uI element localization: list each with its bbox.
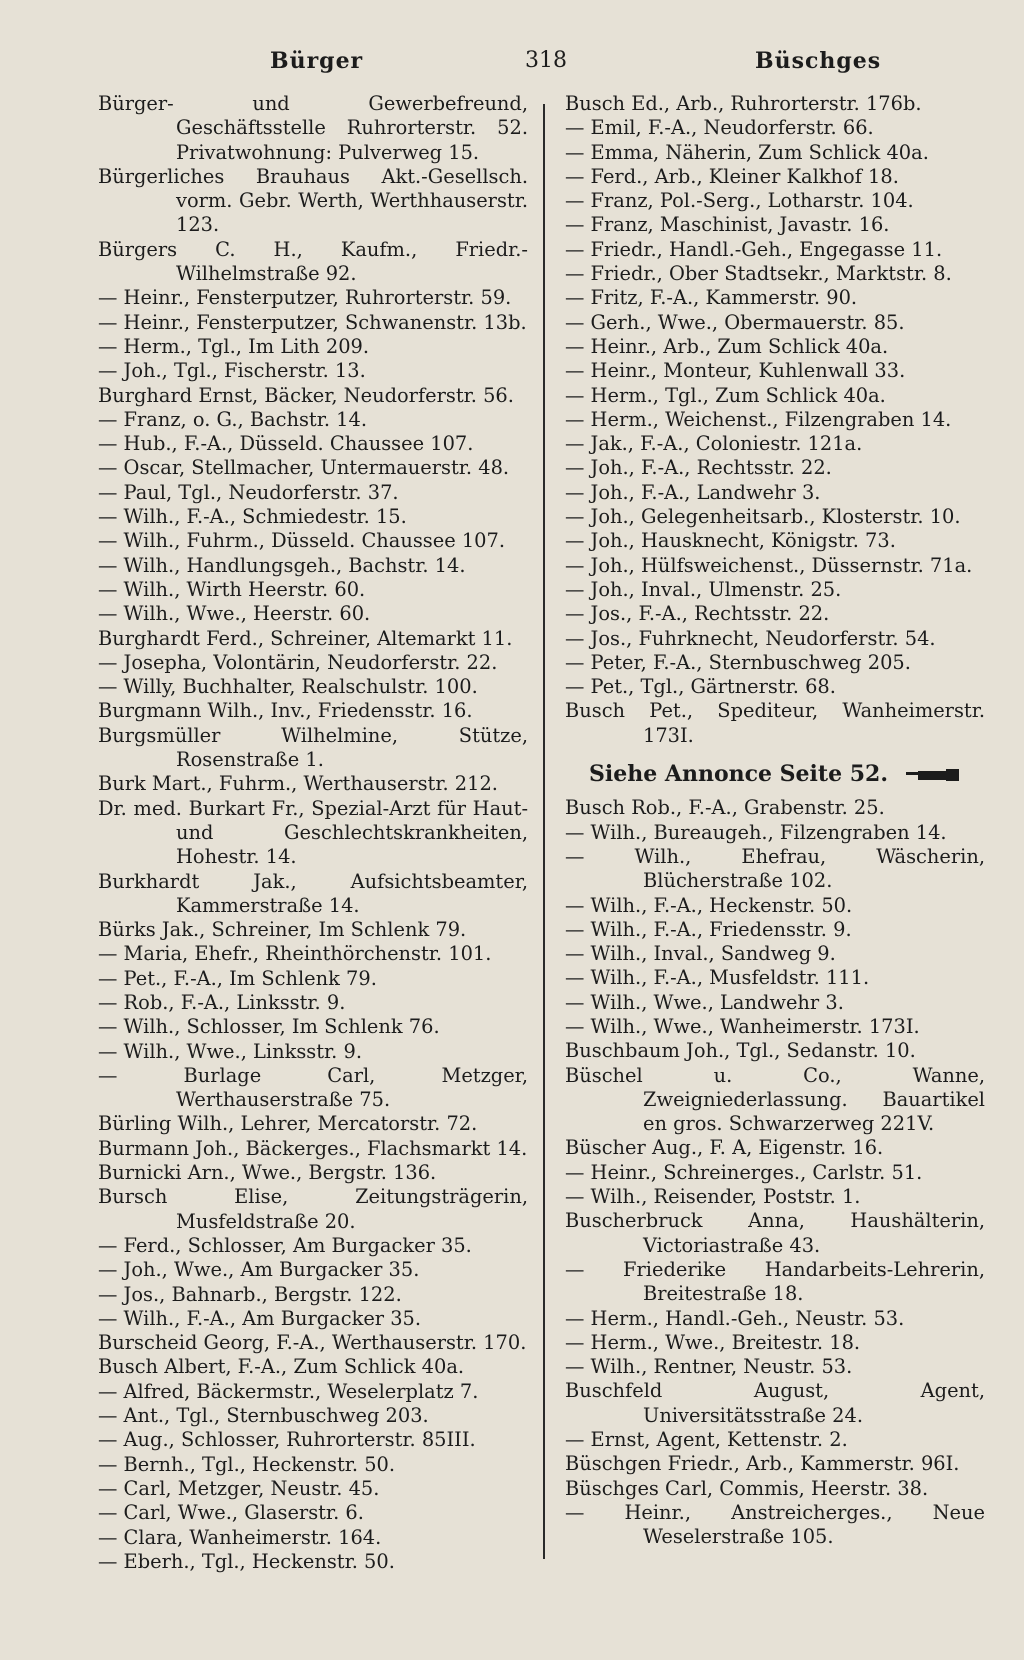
directory-entry: Büschgen Friedr., Arb., Kammerstr. 96I. [565, 1452, 960, 1476]
directory-entry: — Franz, Maschinist, Javastr. 16. [565, 213, 890, 237]
directory-entry: — Wilh., F.-A., Schmiedestr. 15. [98, 505, 407, 529]
directory-entry: — Wilh., Ehefrau, Wäscherin, Blücherstraße 102. [565, 844, 985, 893]
column-divider [543, 104, 545, 1559]
left-column [98, 92, 528, 1574]
directory-entry: Burmann Joh., Bäckerges., Flachsmarkt 14. [98, 1136, 528, 1160]
directory-entry: Burghard Ernst, Bäcker, Neudorferstr. 56. [98, 383, 514, 407]
directory-entry: — Joh., F.-A., Rechtsstr. 22. [565, 456, 832, 480]
directory-entry: — Joh., Tgl., Fischerstr. 13. [98, 359, 366, 383]
pointing-hand-icon [904, 768, 960, 782]
directory-entry: Burnicki Arn., Wwe., Bergstr. 136. [98, 1161, 437, 1185]
directory-entry: — Herm., Tgl., Im Lith 209. [98, 334, 370, 358]
directory-entry: Bürling Wilh., Lehrer, Mercatorstr. 72. [98, 1112, 478, 1136]
directory-entry: — Wilh., Fuhrm., Düsseld. Chaussee 107. [98, 529, 506, 553]
directory-entry: Bürgerliches Brauhaus Akt.-Gesellsch. vorm. Gebr. Werth, Werthhauserstr. 123. [98, 164, 528, 237]
directory-entry: — Herm., Wwe., Breitestr. 18. [565, 1330, 861, 1354]
directory-entry: — Maria, Ehefr., Rheinthörchenstr. 101. [98, 942, 492, 966]
directory-entry: — Wilh., Reisender, Poststr. 1. [565, 1185, 861, 1209]
directory-entry: — Joh., Gelegenheitsarb., Klosterstr. 10. [565, 505, 961, 529]
directory-entry: Burk Mart., Fuhrm., Werthauserstr. 212. [98, 772, 498, 796]
directory-entry: Busch Pet., Spediteur, Wanheimerstr. 173I. [565, 699, 985, 747]
directory-entry: — Paul, Tgl., Neudorferstr. 37. [98, 480, 399, 504]
directory-entry: — Eberh., Tgl., Heckenstr. 50. [98, 1549, 395, 1573]
directory-entry: — Heinr., Fensterputzer, Schwanenstr. 13b. [98, 310, 527, 334]
directory-entry: — Heinr., Fensterputzer, Ruhrorterstr. 59. [98, 286, 512, 310]
directory-entry: — Alfred, Bäckermstr., Weselerplatz 7. [98, 1379, 479, 1403]
directory-entry: — Wilh., Wwe., Linksstr. 9. [98, 1039, 362, 1063]
directory-entry: — Oscar, Stellmacher, Untermauerstr. 48. [98, 456, 510, 480]
directory-entry: — Wilh., Wwe., Landwehr 3. [565, 990, 844, 1014]
directory-entry: — Pet., F.-A., Im Schlenk 79. [98, 966, 377, 990]
directory-entry: Busch Ed., Arb., Ruhrorterstr. 176b. [565, 92, 922, 115]
directory-entry: — Heinr., Schreinerges., Carlstr. 51. [565, 1160, 923, 1184]
directory-entry: — Friedr., Ober Stadtsekr., Marktstr. 8. [565, 262, 952, 286]
page-number: 318 [525, 48, 567, 73]
header-last-name: Büschges [755, 48, 882, 74]
right-column-lower [565, 796, 985, 1549]
directory-entry: — Herm., Handl.-Geh., Neustr. 53. [565, 1306, 905, 1330]
directory-entry: — Wilh., F.-A., Heckenstr. 50. [565, 893, 853, 917]
directory-entry: — Jak., F.-A., Coloniestr. 121a. [565, 432, 863, 456]
directory-entry: Burgsmüller Wilhelmine, Stütze, Rosenstraße 1. [98, 723, 528, 772]
directory-entry: — Herm., Weichenst., Filzengraben 14. [565, 407, 952, 431]
directory-entry: Buschbaum Joh., Tgl., Sedanstr. 10. [565, 1039, 916, 1063]
directory-entry: Burgmann Wilh., Inv., Friedensstr. 16. [98, 699, 473, 723]
page-header [0, 48, 1024, 84]
annonce-notice [589, 762, 985, 786]
directory-entry: — Herm., Tgl., Zum Schlick 40a. [565, 383, 886, 407]
directory-entry: — Franz, Pol.-Serg., Lotharstr. 104. [565, 189, 914, 213]
directory-entry: — Bernh., Tgl., Heckenstr. 50. [98, 1452, 396, 1476]
directory-entry: Büschel u. Co., Wanne, Zweigniederlassung. Bauartikel en gros. Schwarzerweg 221V. [565, 1063, 985, 1136]
directory-entry: Burscheid Georg, F.-A., Werthauserstr. 170. [98, 1331, 527, 1355]
directory-entry: Burkhardt Jak., Aufsichtsbeamter, Kammerstraße 14. [98, 869, 528, 917]
directory-entry: — Rob., F.-A., Linksstr. 9. [98, 990, 346, 1014]
directory-entry: — Wilh., Inval., Sandweg 9. [565, 942, 836, 966]
directory-entry: — Jos., Bahnarb., Bergstr. 122. [98, 1282, 402, 1306]
directory-entry: — Heinr., Anstreicherges., Neue Weselerstraße 105. [565, 1500, 985, 1549]
directory-entry: — Wilh., F.-A., Friedensstr. 9. [565, 917, 852, 941]
directory-entry: Buscherbruck Anna, Haushälterin, Victoriastraße 43. [565, 1209, 985, 1257]
directory-entry: — Franz, o. G., Bachstr. 14. [98, 407, 368, 431]
directory-entry: Burghardt Ferd., Schreiner, Altemarkt 11. [98, 626, 513, 650]
directory-entry: Büschges Carl, Commis, Heerstr. 38. [565, 1476, 929, 1500]
directory-entry: — Wilh., Wwe., Heerstr. 60. [98, 602, 371, 626]
directory-entry: — Willy, Buchhalter, Realschulstr. 100. [98, 675, 478, 699]
directory-entry: — Wilh., Rentner, Neustr. 53. [565, 1355, 853, 1379]
directory-entry: — Hub., F.-A., Düsseld. Chaussee 107. [98, 432, 474, 456]
directory-entry: — Gerh., Wwe., Obermauerstr. 85. [565, 310, 905, 334]
directory-entry: Bürgers C. H., Kaufm., Friedr.-Wilhelmstraße 92. [98, 237, 528, 286]
directory-entry: — Clara, Wanheimerstr. 164. [98, 1525, 382, 1549]
annonce-text: Siehe Annonce Seite 52. [589, 761, 889, 788]
directory-entry: — Emma, Näherin, Zum Schlick 40a. [565, 140, 929, 164]
directory-entry: — Peter, F.-A., Sternbuschweg 205. [565, 650, 911, 674]
directory-entry: — Carl, Wwe., Glaserstr. 6. [98, 1501, 364, 1525]
directory-entry: Bürks Jak., Schreiner, Im Schlenk 79. [98, 918, 467, 942]
directory-entry: — Jos., F.-A., Rechtsstr. 22. [565, 602, 830, 626]
directory-entry: — Wilh., Handlungsgeh., Bachstr. 14. [98, 553, 466, 577]
directory-entry: Dr. med. Burkart Fr., Spezial-Arzt für Haut- und Geschlechtskrankheiten, Hohestr. 14. [98, 796, 528, 869]
directory-entry: — Wilh., F.-A., Musfeldstr. 111. [565, 966, 870, 990]
directory-entry: Busch Rob., F.-A., Grabenstr. 25. [565, 796, 885, 820]
directory-entry: — Ernst, Agent, Kettenstr. 2. [565, 1428, 848, 1452]
directory-entry: — Wilh., Wirth Heerstr. 60. [98, 577, 366, 601]
directory-entry: — Joh., Hülfsweichenst., Düssernstr. 71a. [565, 553, 973, 577]
directory-entry: — Joh., Hausknecht, Königstr. 73. [565, 529, 896, 553]
directory-entry: Bürger- und Gewerbefreund, Geschäftsstelle Ruhrorterstr. 52. Privatwohnung: Pulverweg 15. [98, 92, 528, 164]
directory-entry: — Wilh., Wwe., Wanheimerstr. 173I. [565, 1014, 920, 1038]
directory-entry: — Carl, Metzger, Neustr. 45. [98, 1476, 380, 1500]
directory-entry: Buschfeld August, Agent, Universitätsstraße 24. [565, 1379, 985, 1427]
directory-entry: — Pet., Tgl., Gärtnerstr. 68. [565, 675, 836, 699]
directory-entry: Busch Albert, F.-A., Zum Schlick 40a. [98, 1355, 465, 1379]
directory-entry: — Joh., Inval., Ulmenstr. 25. [565, 577, 842, 601]
directory-entry: — Ferd., Arb., Kleiner Kalkhof 18. [565, 164, 899, 188]
directory-entry: — Ant., Tgl., Sternbuschweg 203. [98, 1404, 429, 1428]
directory-entry: — Wilh., Schlosser, Im Schlenk 76. [98, 1015, 440, 1039]
directory-entry: — Joh., F.-A., Landwehr 3. [565, 480, 821, 504]
directory-entry: — Heinr., Monteur, Kuhlenwall 33. [565, 359, 906, 383]
directory-entry: — Fritz, F.-A., Kammerstr. 90. [565, 286, 858, 310]
directory-entry: — Burlage Carl, Metzger, Werthauserstraße 75. [98, 1063, 528, 1112]
directory-entry: — Wilh., Bureaugeh., Filzengraben 14. [565, 820, 947, 844]
directory-entry: — Friederike Handarbeits-Lehrerin, Breitestraße 18. [565, 1257, 985, 1306]
directory-entry: Büscher Aug., F. A, Eigenstr. 16. [565, 1136, 884, 1160]
header-first-name: Bürger [270, 48, 364, 74]
directory-entry: — Josepha, Volontärin, Neudorferstr. 22. [98, 650, 498, 674]
directory-entry: — Wilh., F.-A., Am Burgacker 35. [98, 1306, 422, 1330]
directory-entry: — Ferd., Schlosser, Am Burgacker 35. [98, 1233, 472, 1257]
directory-entry: — Friedr., Handl.-Geh., Engegasse 11. [565, 237, 943, 261]
directory-entry: Bursch Elise, Zeitungsträgerin, Musfeldstraße 20. [98, 1185, 528, 1233]
directory-entry: — Joh., Wwe., Am Burgacker 35. [98, 1258, 420, 1282]
directory-entry: — Heinr., Arb., Zum Schlick 40a. [565, 334, 889, 358]
right-column-upper [565, 92, 985, 748]
directory-entry: — Aug., Schlosser, Ruhrorterstr. 85III. [98, 1428, 476, 1452]
directory-entry: — Emil, F.-A., Neudorferstr. 66. [565, 116, 874, 140]
directory-entry: — Jos., Fuhrknecht, Neudorferstr. 54. [565, 626, 936, 650]
right-column [565, 92, 985, 1550]
